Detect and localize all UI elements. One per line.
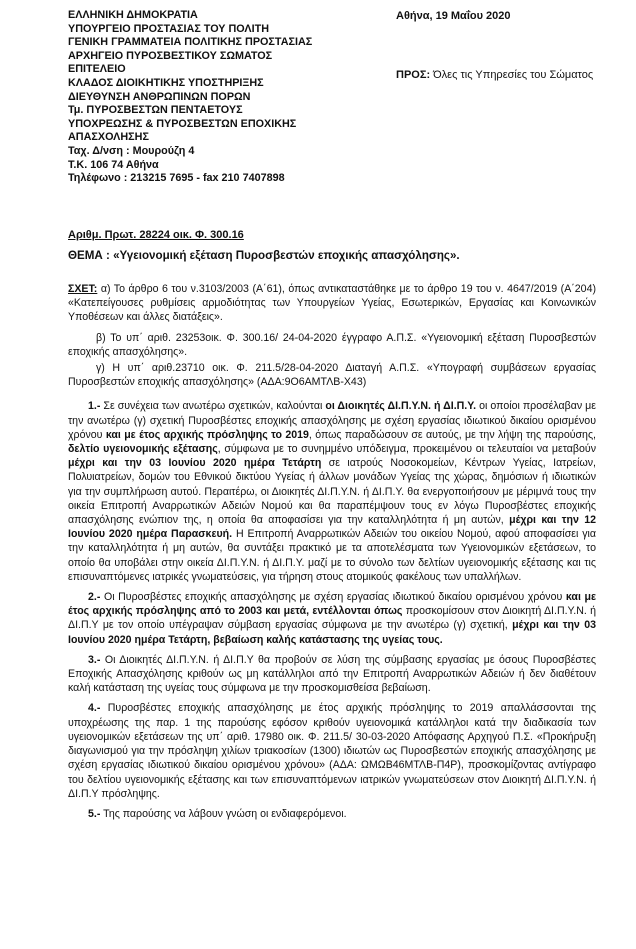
document-body [68,282,596,827]
header-line: ΥΠΟΥΡΓΕΙΟ ΠΡΟΣΤΑΣΙΑΣ ΤΟΥ ΠΟΛΙΤΗ [68,22,270,35]
header-line: ΑΡΧΗΓΕΙΟ ΠΥΡΟΣΒΕΣΤΙΚΟΥ ΣΩΜΑΤΟΣ [68,49,273,62]
header-line: ΚΛΑΔΟΣ ΔΙΟΙΚΗΤΙΚΗΣ ΥΠΟΣΤΗΡΙΞΗΣ [68,76,264,89]
bold-run: οι Διοικητές ΔΙ.Π.Υ.Ν. ή ΔΙ.Π.Υ. [325,400,477,413]
reference-text: α) Το άρθρο 6 του ν.3103/2003 (Α΄61), όπως αντικαταστάθηκε με το άρθρο 19 του ν. 4647/2019 (Α΄204) «Κατεπείγουσες ρυθμίσεις αρμοδιότητας των Υπουργείων Υγείας, Εσωτερικών, Εργασίας και Κοινωνικών Υποθέσεων και άλλες διατάξεις». [68,283,596,324]
references-b: β) Το υπ΄ αριθ. 23253οικ. Φ. 300.16/ 24-04-2020 έγγραφο Α.Π.Σ. «Υγειονομική εξέταση Πυροσβεστών εποχικής απασχόλησης». [68,331,596,358]
paragraph-number: 4.- [88,702,101,715]
paragraph-number: 2.- [88,591,101,604]
header-line: ΓΕΝΙΚΗ ΓΡΑΜΜΑΤΕΙΑ ΠΟΛΙΤΙΚΗΣ ΠΡΟΣΤΑΣΙΑΣ [68,36,313,49]
bold-run: μέχρι και την 03 Ιουνίου 2020 ημέρα Τετάρτη, βεβαίωση καλής κατάστασης της υγείας τους. [68,619,596,646]
references-c: γ) Η υπ΄ αριθ.23710 οικ. Φ. 211.5/28-04-2020 Διαταγή Α.Π.Σ. «Υπογραφή συμβάσεων εργασίας Πυροσβεστών εποχικής απασχόλησης» (ΑΔΑ:9Ο6ΑΜΤΛΒ-Χ43) [68,362,596,389]
text-run: προσκομίσουν στον Διοικητή ΔΙ.Π.Υ.Ν. ή ΔΙ.Π.Υ με τον οποίο υπέγραψαν σύμβαση εργασίας σύμφωνα με την ανωτέρω (γ) σχετική, [68,605,596,632]
paragraph-2 [68,590,596,647]
header-line: Τηλέφωνο : 213215 7695 - fax 210 7407898 [68,172,285,185]
paragraph-5 [68,807,596,821]
text-run: σε ιατρούς Νοσοκομείων, Κέντρων Υγείας, Ιατρείων, Πολυιατρείων, δομών του Εθνικού δικτύου Υγείας ή άλλων μονάδων Υγείας της χώρας, δημόσιων ή ιδιωτικών για την συμπλήρωση αυτού. Περαιτέρω, οι Διοικητές ΔΙ.Π.Υ.Ν. ή ΔΙ.Π.Υ. θα ενεργοποιήσουν με μέριμνά τους την οικεία Επιτροπή Αναρρωτικών Αδειών Νομού και θα παραπέμψουν τους εν λόγω Πυροσβέστες εποχικής απασχόλησης ενώπιον της, η οποία θα αποφασίσει για την καταλληλότητα ή μη αυτών, [68,457,596,527]
recipient-text: Όλες τις Υπηρεσίες του Σώματος [430,69,594,81]
document-date: Αθήνα, 19 Μαΐου 2020 [396,10,511,22]
paragraph-3 [68,653,596,696]
header-line: ΥΠΟΧΡΕΩΣΗΣ & ΠΥΡΟΣΒΕΣΤΩΝ ΕΠΟΧΙΚΗΣ [68,117,297,130]
recipient-line [396,68,593,82]
bold-run: και με έτος αρχικής πρόσληψης από το 2003 και μετά, εντέλλονται όπως [68,591,596,618]
text-run: Πυροσβέστες εποχικής απασχόλησης με έτος αρχικής πρόσληψης το 2019 απαλλάσσονται της υποχρέωσης της παρ. 1 της παρούσης εφόσον κριθούν υγειονομικά κατάλληλοι κατά την διαδικασία των υγειονομικών εξετάσεων της υπ΄ αριθ. 17980 οικ. Φ. 211.5/ 30-03-2020 Απόφασης Αρχηγού Π.Σ. «Προκήρυξη διαγωνισμού για την πρόσληψη χιλίων τριακοσίων (1300) ιδιωτών ως Πυροσβεστών εποχικής απασχόλησης με σχέση εργασίας ιδιωτικού δικαίου ορισμένου χρόνου» (ΑΔΑ: ΩΜΩΒ46ΜΤΛΒ-Π4Ρ), προσκομίζοντας αντίγραφο του δελτίου υγειονομικής εξέτασης και των επισυναπτόμενων ιατρικών γνωματεύσεων στον Διοικητή ΔΙ.Π.Υ.Ν. ή ΔΙ.Π.Υ πρόσληψης. [68,702,596,800]
header-line: ΑΠΑΣΧΟΛΗΣΗΣ [68,131,149,144]
paragraph-number: 3.- [88,653,101,666]
header-line: Ταχ. Δ/νση : Μουρούζη 4 [68,144,195,157]
protocol-number: Αριθμ. Πρωτ. 28224 οικ. Φ. 300.16 [68,229,244,241]
header-line: ΔΙΕΥΘΥΝΣΗ ΑΝΘΡΩΠΙΝΩΝ ΠΟΡΩΝ [68,90,251,103]
text-run: Σε συνέχεια των ανωτέρω σχετικών, καλούνται [100,400,326,413]
text-run: Της παρούσης να λάβουν γνώση οι ενδιαφερόμενοι. [100,807,347,820]
text-run: οι οποίοι προσέλαβαν με την ανωτέρω (γ) σχετική Πυροσβέστες εποχικής απασχόλησης με σχέση εργασίας ιδιωτικού δικαίου ορισμένου χρόνου [68,400,596,441]
header-line: Τμ. ΠΥΡΟΣΒΕΣΤΩΝ ΠΕΝΤΑΕΤΟΥΣ [68,104,243,117]
bold-run: μέχρι και την 03 Ιουνίου 2020 ημέρα Τετάρτη [68,457,322,470]
header-line: ΕΛΛΗΝΙΚΗ ΔΗΜΟΚΡΑΤΙΑ [68,9,198,21]
paragraph-number: 5.- [88,807,101,820]
references-label: ΣΧΕΤ: [68,283,98,295]
text-run: Οι Πυροσβέστες εποχικής απασχόλησης με σχέση εργασίας ιδιωτικού δικαίου ορισμένου χρόνου [100,591,566,604]
paragraph-1 [68,399,596,584]
header-line: Τ.Κ. 106 74 Αθήνα [68,158,159,171]
text-run: , σύμφωνα με το συνημμένο υπόδειγμα, προκειμένου οι τελευταίοι να μεταβούν [217,443,596,456]
bold-run: δελτίο υγειονομικής εξέτασης [68,443,218,456]
text-run: Οι Διοικητές ΔΙ.Π.Υ.Ν. ή ΔΙ.Π.Υ θα προβούν σε λύση της σύμβασης εργασίας με όσους Πυροσβέστες Εποχικής Απασχόλησης κριθούν ως μη κατάλληλοι από την Επιτροπή Αναρρωτικών Αδειών ή δεν διαθέτουν καλή κατάσταση της υγείας τους σύμφωνα με την προσκομισθείσα βεβαίωση. [68,653,596,695]
header-line: ΕΠΙΤΕΛΕΙΟ [68,63,126,76]
paragraph-number: 1.- [88,400,101,413]
subject-line: ΘΕΜΑ : «Υγειονομική εξέταση Πυροσβεστών εποχικής απασχόλησης». [68,249,460,262]
text-run: Η Επιτροπή Αναρρωτικών Αδειών του οικείου Νομού, αφού αποφασίσει για την καταλληλότητα ή μη αυτών, θα συντάξει πρακτικό με τα αποτελέσματα των Υγειονομικών εξετάσεων, το οποίο θα υποβάλει στην οικεία ΔΙ.Π.Υ.Ν. ή ΔΙ.Π.Υ. μαζί με το σύνολο των δελτίων υγειονομικής εξέτασης και τις επισυναπτόμενες ιατρικές γνωματεύσεις, για τήρηση στους ατομικούς φακέλους των υπαλλήλων. [68,528,596,583]
bold-run: και με έτος αρχικής πρόσληψης το 2019 [105,428,309,441]
recipient-label: ΠΡΟΣ: [396,69,431,81]
bold-run: μέχρι και την 12 Ιουνίου 2020 ημέρα Παρασκευή. [68,514,596,541]
paragraph-4 [68,701,596,800]
references-a [68,282,596,325]
text-run: , όπως παραδώσουν σε αυτούς, με την λήψη της παρούσης, [308,428,596,441]
issuer-header [68,9,388,186]
